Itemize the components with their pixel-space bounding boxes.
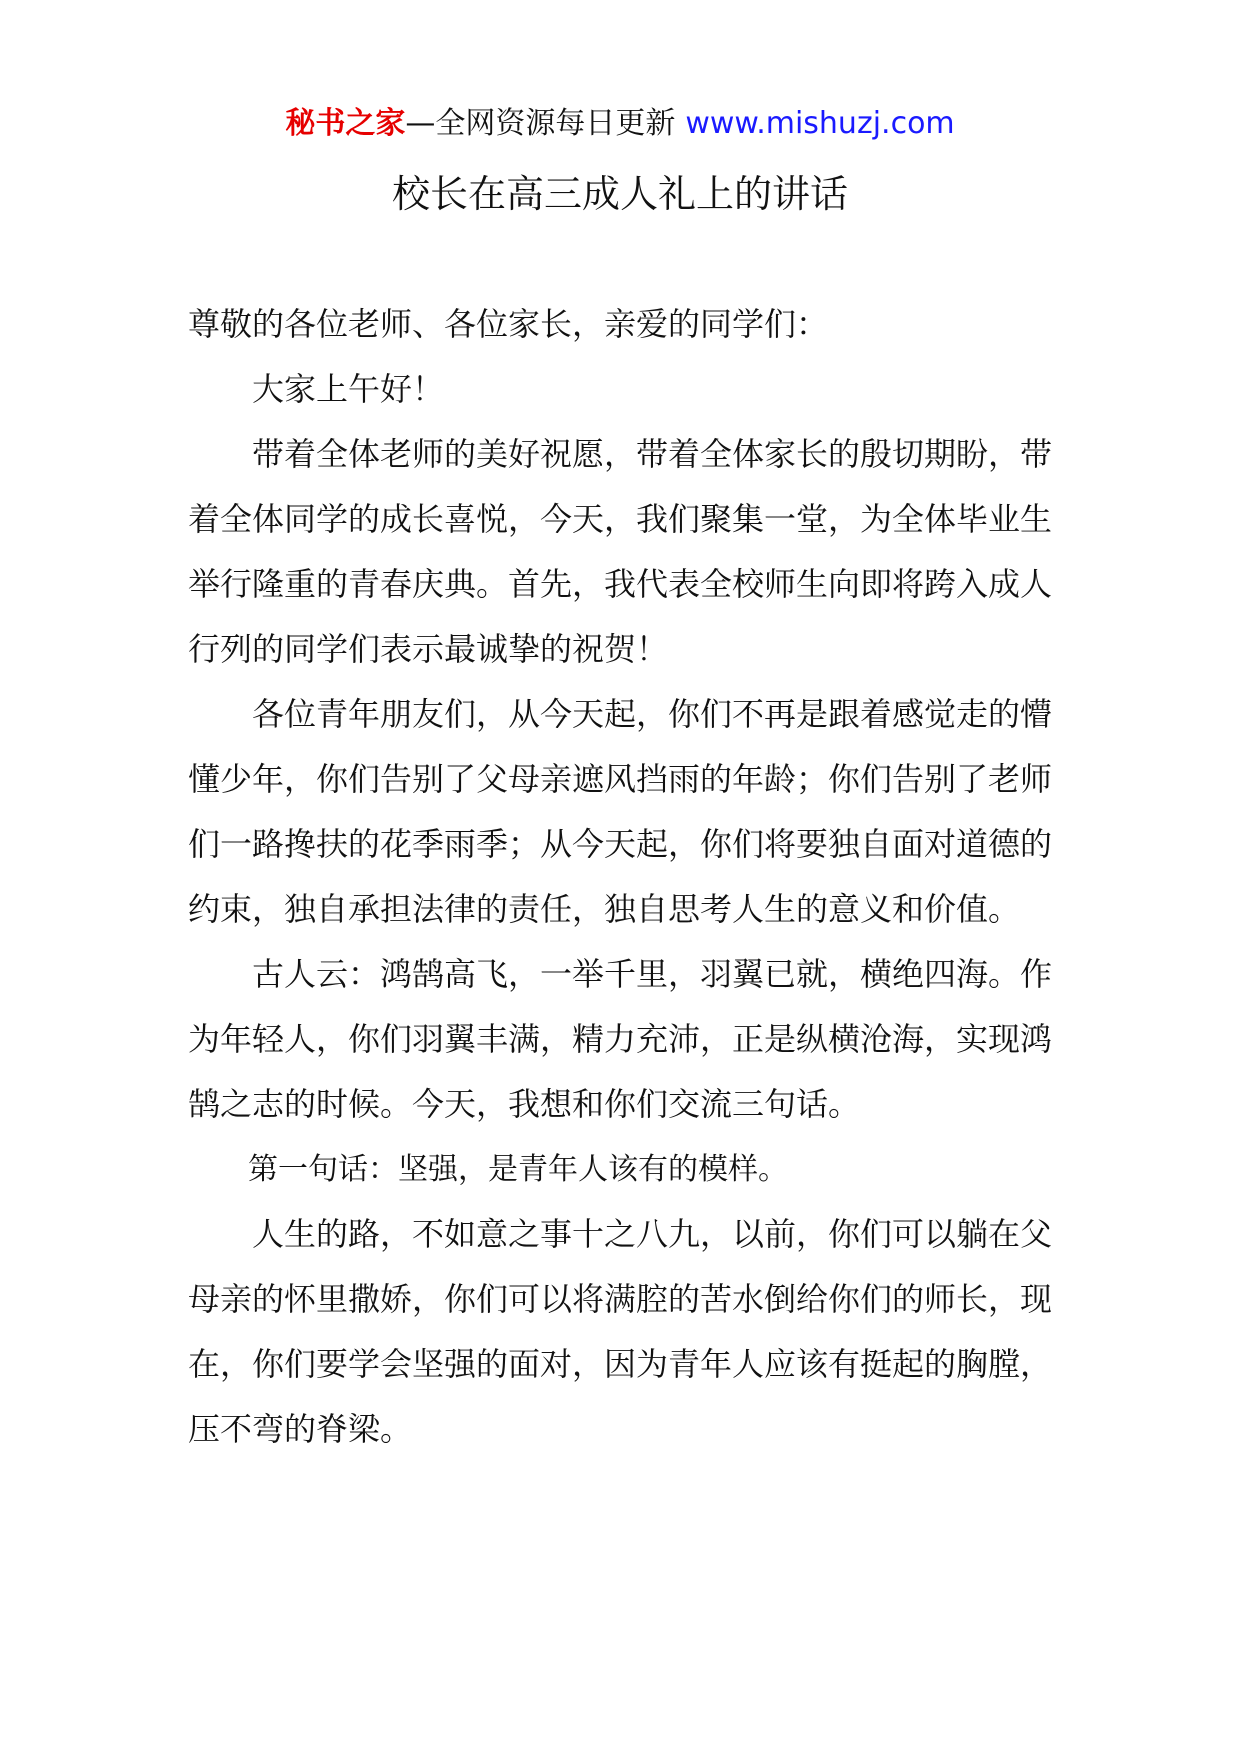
site-tagline: —全网资源每日更新 <box>405 106 676 141</box>
body-paragraph: 带着全体老师的美好祝愿，带着全体家长的殷切期盼，带着全体同学的成长喜悦，今天，我们聚集一堂，为全体毕业生举行隆重的青春庆典。首先，我代表全校师生向即将跨入成人行列的同学们表示最诚挚的祝贺！ <box>188 435 1053 668</box>
document-body <box>188 292 1060 1462</box>
site-url-link[interactable]: www.mishuzj.com <box>685 106 955 141</box>
document-title: 校长在高三成人礼上的讲话 <box>391 172 848 216</box>
body-paragraph: 各位青年朋友们，从今天起，你们不再是跟着感觉走的懵懂少年，你们告别了父母亲遮风挡雨的年龄；你们告别了老师们一路搀扶的花季雨季；从今天起，你们将要独自面对道德的约束，独自承担法律的责任，独自思考人生的意义和价值。 <box>188 695 1053 928</box>
greeting-paragraph: 大家上午好！ <box>252 370 445 408</box>
body-paragraph: 人生的路，不如意之事十之八九，以前，你们可以躺在父母亲的怀里撒娇，你们可以将满腔的苦水倒给你们的师长，现在，你们要学会坚强的面对，因为青年人应该有挺起的胸膛，压不弯的脊梁。 <box>188 1215 1053 1448</box>
brand-name: 秘书之家 <box>285 106 406 141</box>
body-paragraph: 古人云：鸿鹄高飞，一举千里，羽翼已就，横绝四海。作为年轻人，你们羽翼丰满，精力充沛，正是纵横沧海，实现鸿鹄之志的时候。今天，我想和你们交流三句话。 <box>188 955 1053 1123</box>
section-heading: 第一句话：坚强，是青年人该有的模样。 <box>248 1152 788 1187</box>
salutation-paragraph: 尊敬的各位老师、各位家长，亲爱的同学们： <box>188 305 829 343</box>
site-header <box>0 102 1240 146</box>
